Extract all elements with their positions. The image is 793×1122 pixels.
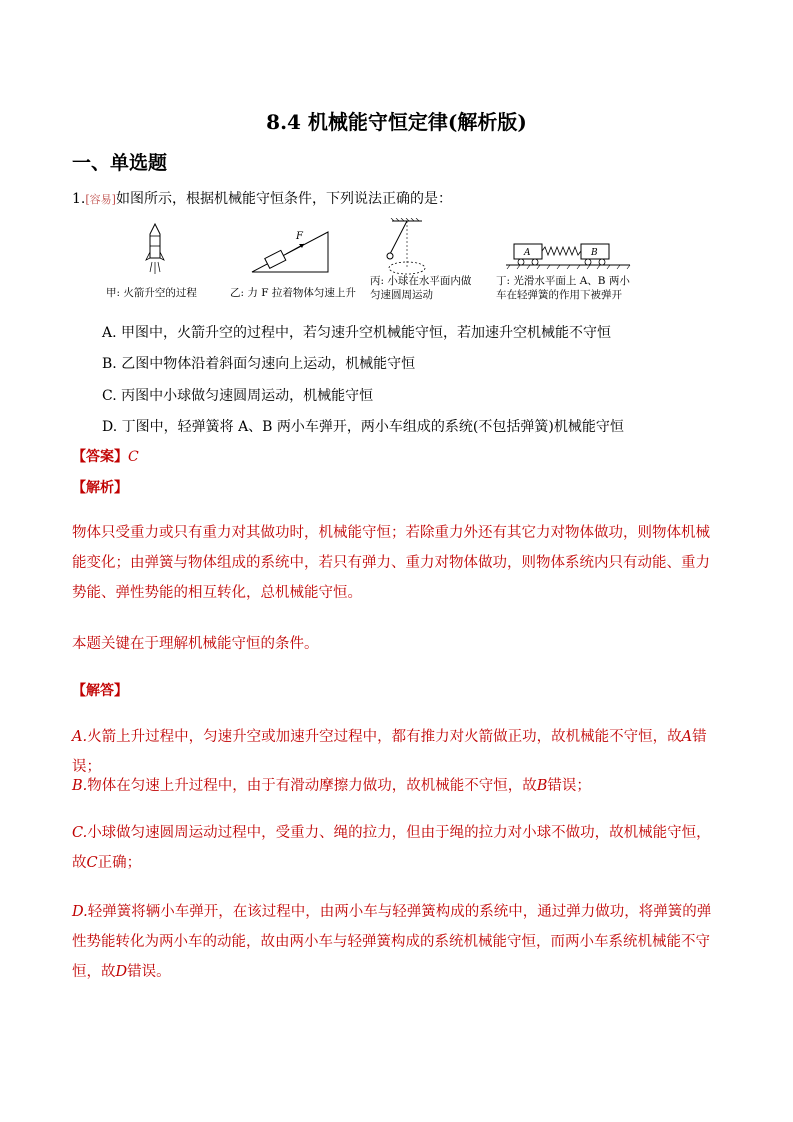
solution-label: 【解答】	[72, 683, 128, 699]
solution-d-letter: D.	[72, 904, 88, 920]
question-text: 如图所示，根据机械能守恒条件，下列说法正确的是：	[115, 191, 452, 207]
solution-b-text: 物体在匀速上升过程中，由于有滑动摩擦力做功，故机械能不守恒，故	[87, 778, 537, 794]
analysis-paragraph-2: 本题关键在于理解机械能守恒的条件。	[72, 636, 319, 652]
answer-value: C	[128, 449, 139, 465]
option-d: D. 丁图中，轻弹簧将 A、B 两小车弹开，两小车组成的系统(不包括弹簧)机械能守恒	[102, 419, 624, 435]
option-b: B. 乙图中物体沿着斜面匀速向上运动，机械能守恒	[102, 356, 416, 372]
solution-a-letter: A.	[72, 729, 88, 745]
answer-label: 【答案】	[72, 449, 128, 465]
section-heading: 一、单选题	[72, 152, 168, 174]
solution-d-end: 错误。	[127, 964, 171, 980]
analysis-label: 【解析】	[72, 480, 128, 496]
solution-item-c	[72, 818, 722, 878]
carts-spring-figure	[504, 238, 636, 270]
solution-a-end: 错误；	[72, 729, 707, 775]
solution-b-end-letter: B	[536, 778, 548, 794]
option-c: C. 丙图中小球做匀速圆周运动，机械能守恒	[102, 388, 374, 404]
rocket-figure	[140, 222, 170, 277]
solution-c-text: 小球做匀速圆周运动过程中，受重力、绳的拉力，但由于绳的拉力对小球不做功，故机械能守恒，故	[72, 825, 711, 871]
question-stem	[72, 188, 452, 208]
solution-b-end: 错误；	[547, 778, 591, 794]
cart-a-label: A	[524, 248, 531, 258]
solution-c-end: 正确；	[97, 855, 142, 871]
solution-a-end-letter: A	[681, 729, 693, 745]
solution-c-letter: C.	[72, 825, 88, 841]
solution-b-letter: B.	[72, 778, 88, 794]
analysis-paragraph-1: 物体只受重力或只有重力对其做功时，机械能守恒；若除重力外还有其它力对物体做功，则物体机械能变化；由弹簧与物体组成的系统中，若只有弹力、重力对物体做功，则物体系统内只有动能、重力势能、弹性势能的相互转化，总机械能守恒。	[72, 525, 710, 601]
solution-item-b	[72, 771, 722, 801]
question-number: 1.	[72, 191, 86, 207]
difficulty-tag: [容易]	[85, 193, 116, 206]
solution-d-text: 轻弹簧将辆小车弹开，在该过程中，由两小车与轻弹簧构成的系统中，通过弹力做功，将弹簧的弹性势能转化为两小车的动能，故由两小车与轻弹簧构成的系统机械能守恒，而两小车系统机械能不守恒，故	[72, 904, 712, 980]
question-figures	[100, 218, 640, 308]
solution-a-text: 火箭上升过程中，匀速升空或加速升空过程中，都有推力对火箭做正功，故机械能不守恒，故	[87, 729, 682, 745]
cart-b-label: B	[591, 248, 598, 258]
answer-line	[72, 446, 139, 466]
figure-4-caption-line1: 丁: 光滑水平面上 A、B 两小	[496, 275, 630, 287]
option-a: A. 甲图中，火箭升空的过程中，若匀速升空机械能守恒，若加速升空机械能不守恒	[102, 325, 612, 341]
figure-3-caption	[370, 274, 471, 302]
figure-4-caption-line2: 车在轻弹簧的作用下被弹开	[496, 289, 622, 301]
figure-1-caption: 甲: 火箭升空的过程	[106, 287, 197, 299]
page-title: 8.4 机械能守恒定律(解析版)	[266, 110, 527, 134]
force-label: F	[296, 231, 303, 242]
figure-3-caption-line1: 丙: 小球在水平面内做	[370, 275, 472, 287]
solution-item-d	[72, 897, 722, 987]
figure-2-caption: 乙: 力 F 拉着物体匀速上升	[230, 287, 356, 299]
pendulum-figure	[378, 218, 434, 282]
incline-figure	[250, 228, 332, 276]
figure-4-caption	[496, 274, 630, 302]
figure-3-caption-line2: 匀速圆周运动	[370, 289, 433, 301]
solution-d-end-letter: D	[115, 964, 128, 980]
solution-c-end-letter: C	[86, 855, 98, 871]
